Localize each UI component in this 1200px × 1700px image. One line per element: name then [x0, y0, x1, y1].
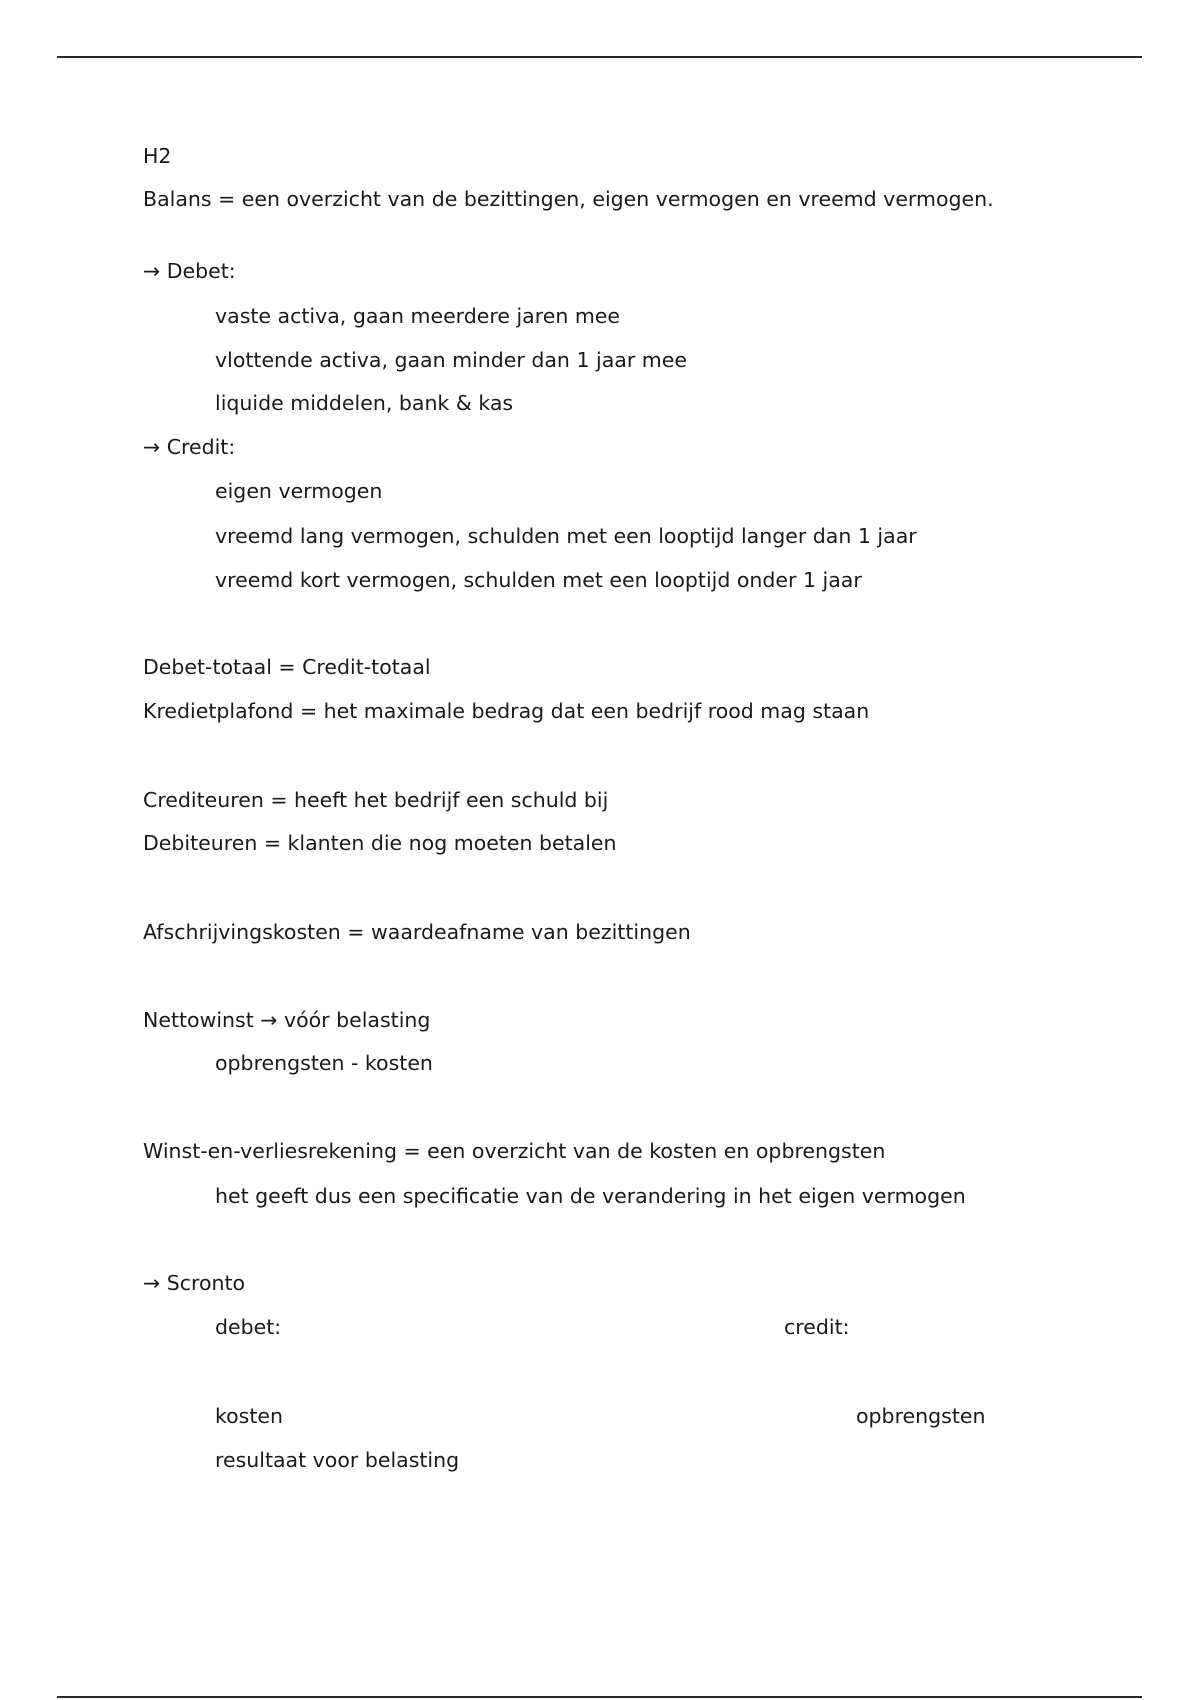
scronto-resultaat: resultaat voor belasting [215, 1448, 460, 1472]
debet-header: → Debet: [143, 259, 236, 283]
credit-item: eigen vermogen [215, 479, 383, 503]
page-heading: H2 [143, 144, 172, 168]
scronto-debet-label: debet: [215, 1315, 282, 1339]
afschrijving-line: Afschrijvingskosten = waardeafname van bezittingen [143, 920, 691, 944]
scronto-header: → Scronto [143, 1271, 246, 1295]
balans-definition: Balans = een overzicht van de bezittingen, eigen vermogen en vreemd vermogen. [143, 187, 994, 211]
debiteuren-line: Debiteuren = klanten die nog moeten betalen [143, 831, 617, 855]
credit-header: → Credit: [143, 435, 236, 459]
totals-line: Debet-totaal = Credit-totaal [143, 655, 431, 679]
nettowinst-header: Nettowinst → vóór belasting [143, 1008, 431, 1032]
scronto-opbrengsten: opbrengsten [856, 1404, 986, 1428]
debet-item: vlottende activa, gaan minder dan 1 jaar mee [215, 348, 687, 372]
kredietplafond-line: Kredietplafond = het maximale bedrag dat een bedrijf rood mag staan [143, 699, 870, 723]
winst-verlies-definition: Winst-en-verliesrekening = een overzicht van de kosten en opbrengsten [143, 1139, 886, 1163]
nettowinst-formula: opbrengsten - kosten [215, 1051, 433, 1075]
credit-item: vreemd kort vermogen, schulden met een looptijd onder 1 jaar [215, 568, 862, 592]
credit-item: vreemd lang vermogen, schulden met een looptijd langer dan 1 jaar [215, 524, 917, 548]
winst-verlies-note: het geeft dus een specificatie van de verandering in het eigen vermogen [215, 1184, 966, 1208]
scronto-kosten: kosten [215, 1404, 284, 1428]
debet-item: vaste activa, gaan meerdere jaren mee [215, 304, 621, 328]
top-rule [57, 56, 1142, 58]
debet-item: liquide middelen, bank & kas [215, 391, 514, 415]
bottom-rule [57, 1696, 1142, 1698]
crediteuren-line: Crediteuren = heeft het bedrijf een schuld bij [143, 788, 609, 812]
scronto-credit-label: credit: [784, 1315, 850, 1339]
